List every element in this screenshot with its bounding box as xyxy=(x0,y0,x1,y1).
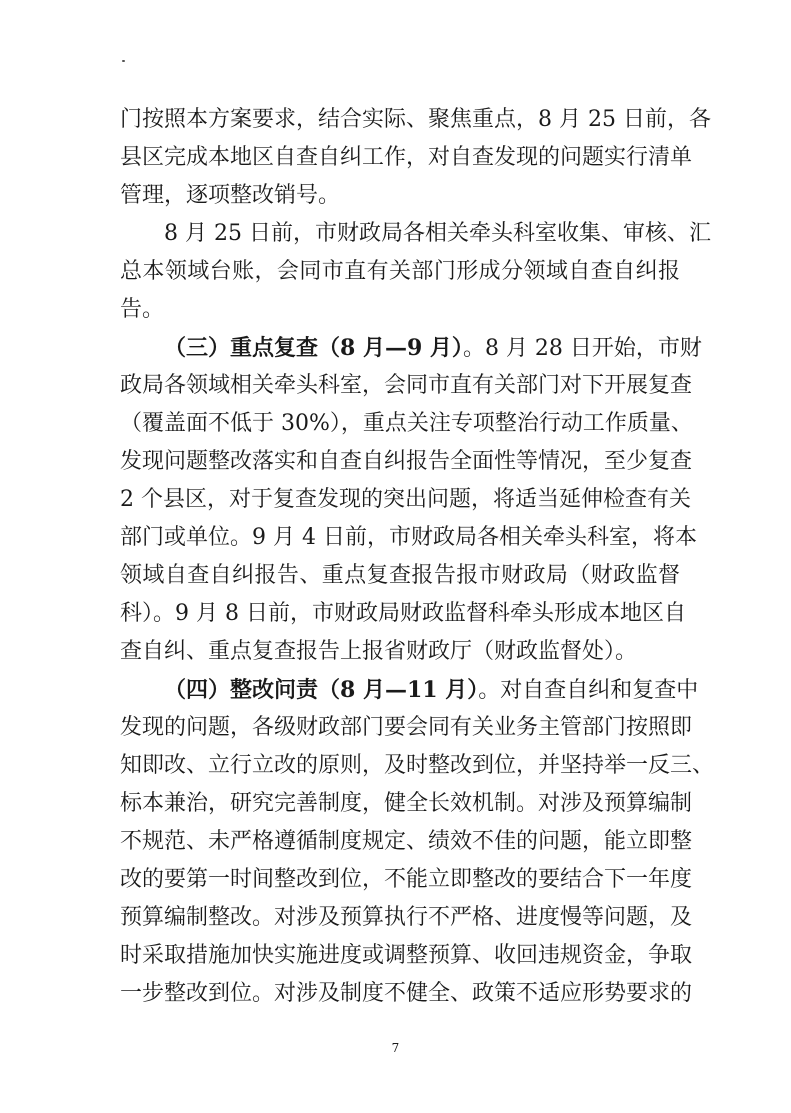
text-line: 县区完成本地区自查自纠工作，对自查发现的问题实行清单 xyxy=(120,145,693,170)
section-4-heading: （四）整改问责（8 月—11 月） xyxy=(164,677,479,703)
text-line: 告。 xyxy=(120,297,165,322)
text-line: 预算编制整改。对涉及预算执行不严格、进度慢等问题，及 xyxy=(120,905,693,930)
text-line: （覆盖面不低于 30%），重点关注专项整治行动工作质量、 xyxy=(120,411,693,436)
text-line: 时采取措施加快实施进度或调整预算、收回违规资金，争取 xyxy=(120,943,693,968)
text-line: 一步整改到位。对涉及制度不健全、政策不适应形势要求的 xyxy=(120,981,693,1006)
section-3-heading: （三）重点复查（8 月—9 月） xyxy=(164,335,463,361)
text-line: 查自纠、重点复查报告上报省财政厅（财政监督处）。 xyxy=(120,639,638,664)
text-line: 8 月 25 日前，市财政局各相关牵头科室收集、审核、汇 xyxy=(164,221,711,246)
section-3-first-line xyxy=(164,328,702,368)
text-line: 改的要第一时间整改到位，不能立即整改的要结合下一年度 xyxy=(120,867,693,892)
text-line: 2 个县区，对于复查发现的突出问题，将适当延伸检查有关 xyxy=(120,487,691,512)
section-4-heading-tail: 。 xyxy=(478,678,501,703)
text-fragment: 对自查自纠和复查中 xyxy=(500,678,699,703)
text-line: 发现的问题，各级财政部门要会同有关业务主管部门按照即 xyxy=(120,715,693,740)
text-line: 门按照本方案要求，结合实际、聚焦重点，8 月 25 日前，各 xyxy=(120,107,711,132)
text-line: 总本领域台账，会同市直有关部门形成分领域自查自纠报 xyxy=(120,259,680,284)
page-number: 7 xyxy=(391,1041,400,1055)
text-line: 不规范、未严格遵循制度规定、绩效不佳的问题，能立即整 xyxy=(120,829,693,854)
section-4-first-line xyxy=(164,670,699,710)
text-fragment: 市财 xyxy=(657,336,702,361)
text-line: 知即改、立行立改的原则，及时整改到位，并坚持举一反三、 xyxy=(120,753,715,778)
text-line: 管理，逐项整改销号。 xyxy=(120,183,341,208)
text-line: 发现问题整改落实和自查自纠报告全面性等情况，至少复查 xyxy=(120,449,693,474)
section-3-heading-tail: 。8 月 28 日开始， xyxy=(462,336,658,361)
text-line: 领域自查自纠报告、重点复查报告报市财政局（财政监督 xyxy=(120,563,680,588)
text-line: 政局各领域相关牵头科室，会同市直有关部门对下开展复查 xyxy=(120,373,693,398)
text-line: 部门或单位。9 月 4 日前，市财政局各相关牵头科室，将本 xyxy=(120,525,697,550)
text-line: 标本兼治，研究完善制度，健全长效机制。对涉及预算编制 xyxy=(120,791,693,816)
text-line: 科）。9 月 8 日前，市财政局财政监督科牵头形成本地区自 xyxy=(120,601,686,626)
scan-artifact xyxy=(122,60,125,62)
